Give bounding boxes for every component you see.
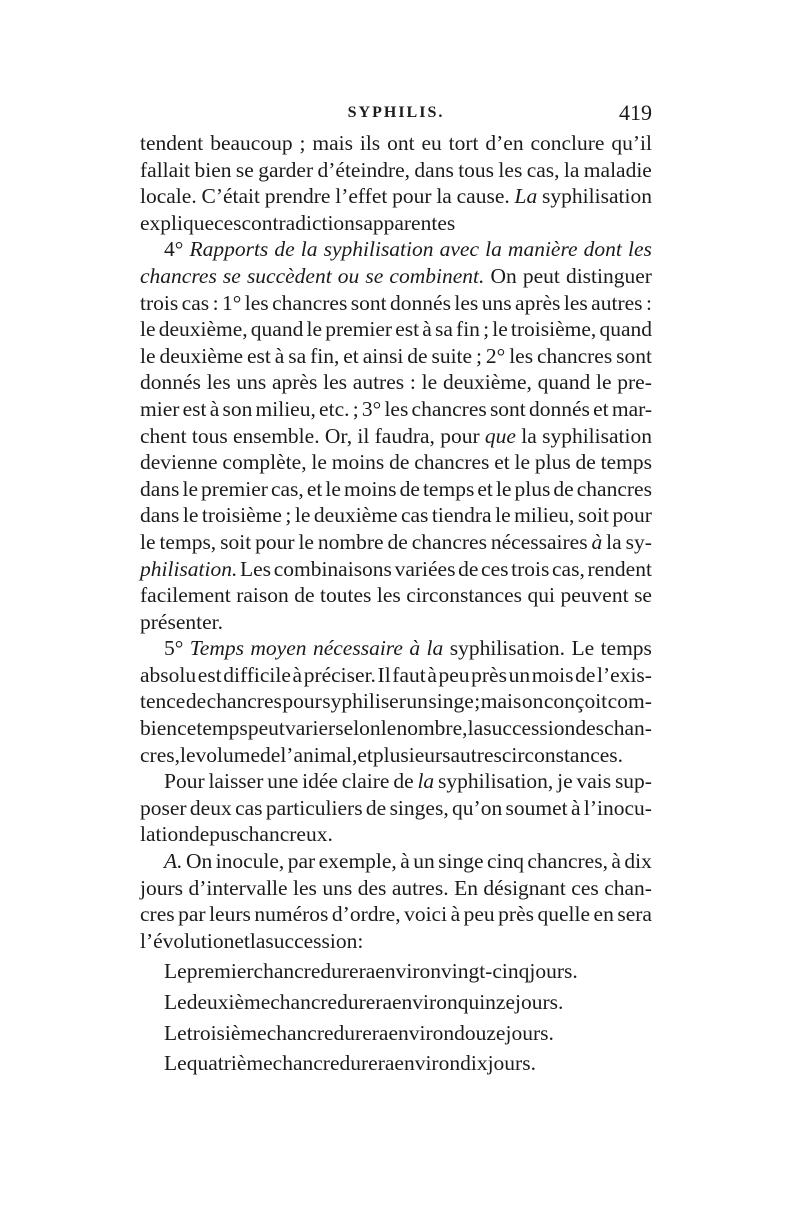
text-line: chancres se succèdent ou se combinent. On peut distinguer (140, 263, 652, 288)
text-line: Le premier chancre durera environ vingt-cinq jours. (164, 959, 578, 984)
text-line: devienne complète, le moins de chancres et le plus de temps (140, 450, 652, 475)
text-line: Le deuxième chancre durera environ quinze jours. (164, 990, 564, 1014)
text-line: bien ce temps peut varier selon le nombre, la succession des chan- (140, 716, 652, 741)
text-line: locale. C’était prendre l’effet pour la cause. La syphilisation (140, 184, 652, 209)
text-line: explique ces contradictions apparentes (140, 210, 456, 235)
text-line: 5° Temps moyen nécessaire à la syphilisation. Le temps (164, 636, 652, 661)
text-line: lation de pus chancreux. (140, 822, 333, 847)
text-line: dans le troisième ; le deuxième cas tiendra le milieu, soit pour (140, 503, 652, 528)
text-line: absolu est difficile à préciser. Il faut à peu près un mois de l’exis- (140, 662, 652, 687)
text-line: tence de chancres pour syphiliser un singe ; mais on conçoit com- (140, 689, 652, 714)
text-line: jours d’intervalle les uns des autres. En désignant ces chan- (140, 875, 652, 900)
text-line: Le troisième chancre durera environ douze jours. (164, 1020, 554, 1045)
page-number: 419 (619, 100, 652, 125)
text-line: trois cas : 1° les chancres sont donnés les uns après les autres : (140, 290, 652, 315)
text-line: 4° Rapports de la syphilisation avec la manière dont les (164, 237, 652, 262)
text-line: le temps, soit pour le nombre de chancres nécessaires à la sy- (140, 529, 652, 554)
text-line: mier est à son milieu, etc. ; 3° les chancres sont donnés et mar- (140, 396, 652, 421)
text-line: cres, le volume de l’animal, et plusieurs autres circonstances. (140, 742, 624, 767)
text-line: A. On inocule, par exemple, à un singe cinq chancres, à dix (164, 849, 652, 874)
text-line: fallait bien se garder d’éteindre, dans tous les cas, la maladie (140, 157, 652, 182)
running-title: SYPHILIS. (347, 104, 445, 121)
text-line: facilement raison de toutes les circonstances qui peuvent se (140, 583, 652, 608)
text-line: cres par leurs numéros d’ordre, voici à peu près quelle en sera (140, 902, 652, 927)
body-text (140, 130, 652, 1077)
text-line: présenter. (140, 609, 223, 634)
text-line: dans le premier cas, et le moins de temps et le plus de chancres (140, 476, 652, 501)
text-line: Le quatrième chancre durera environ dix jours. (164, 1051, 536, 1076)
text-line: Pour laisser une idée claire de la syphilisation, je vais sup- (164, 769, 652, 794)
text-line: le deuxième, quand le premier est à sa fin ; le troisième, quand (140, 317, 652, 342)
text-line: chent tous ensemble. Or, il faudra, pour que la syphilisation (140, 423, 652, 448)
text-line: le deuxième est à sa fin, et ainsi de suite ; 2° les chancres sont (140, 343, 652, 368)
text-line: donnés les uns après les autres : le deuxième, quand le pre- (140, 370, 652, 395)
text-line: poser deux cas particuliers de singes, qu’on soumet à l’inocu- (140, 795, 652, 820)
text-line: l’évolution et la succession : (140, 928, 364, 953)
running-head (140, 100, 652, 130)
text-line: tendent beaucoup ; mais ils ont eu tort d’en conclure qu’il (140, 131, 652, 155)
text-line: philisation. Les combinaisons variées de ces trois cas, rendent (140, 556, 652, 581)
